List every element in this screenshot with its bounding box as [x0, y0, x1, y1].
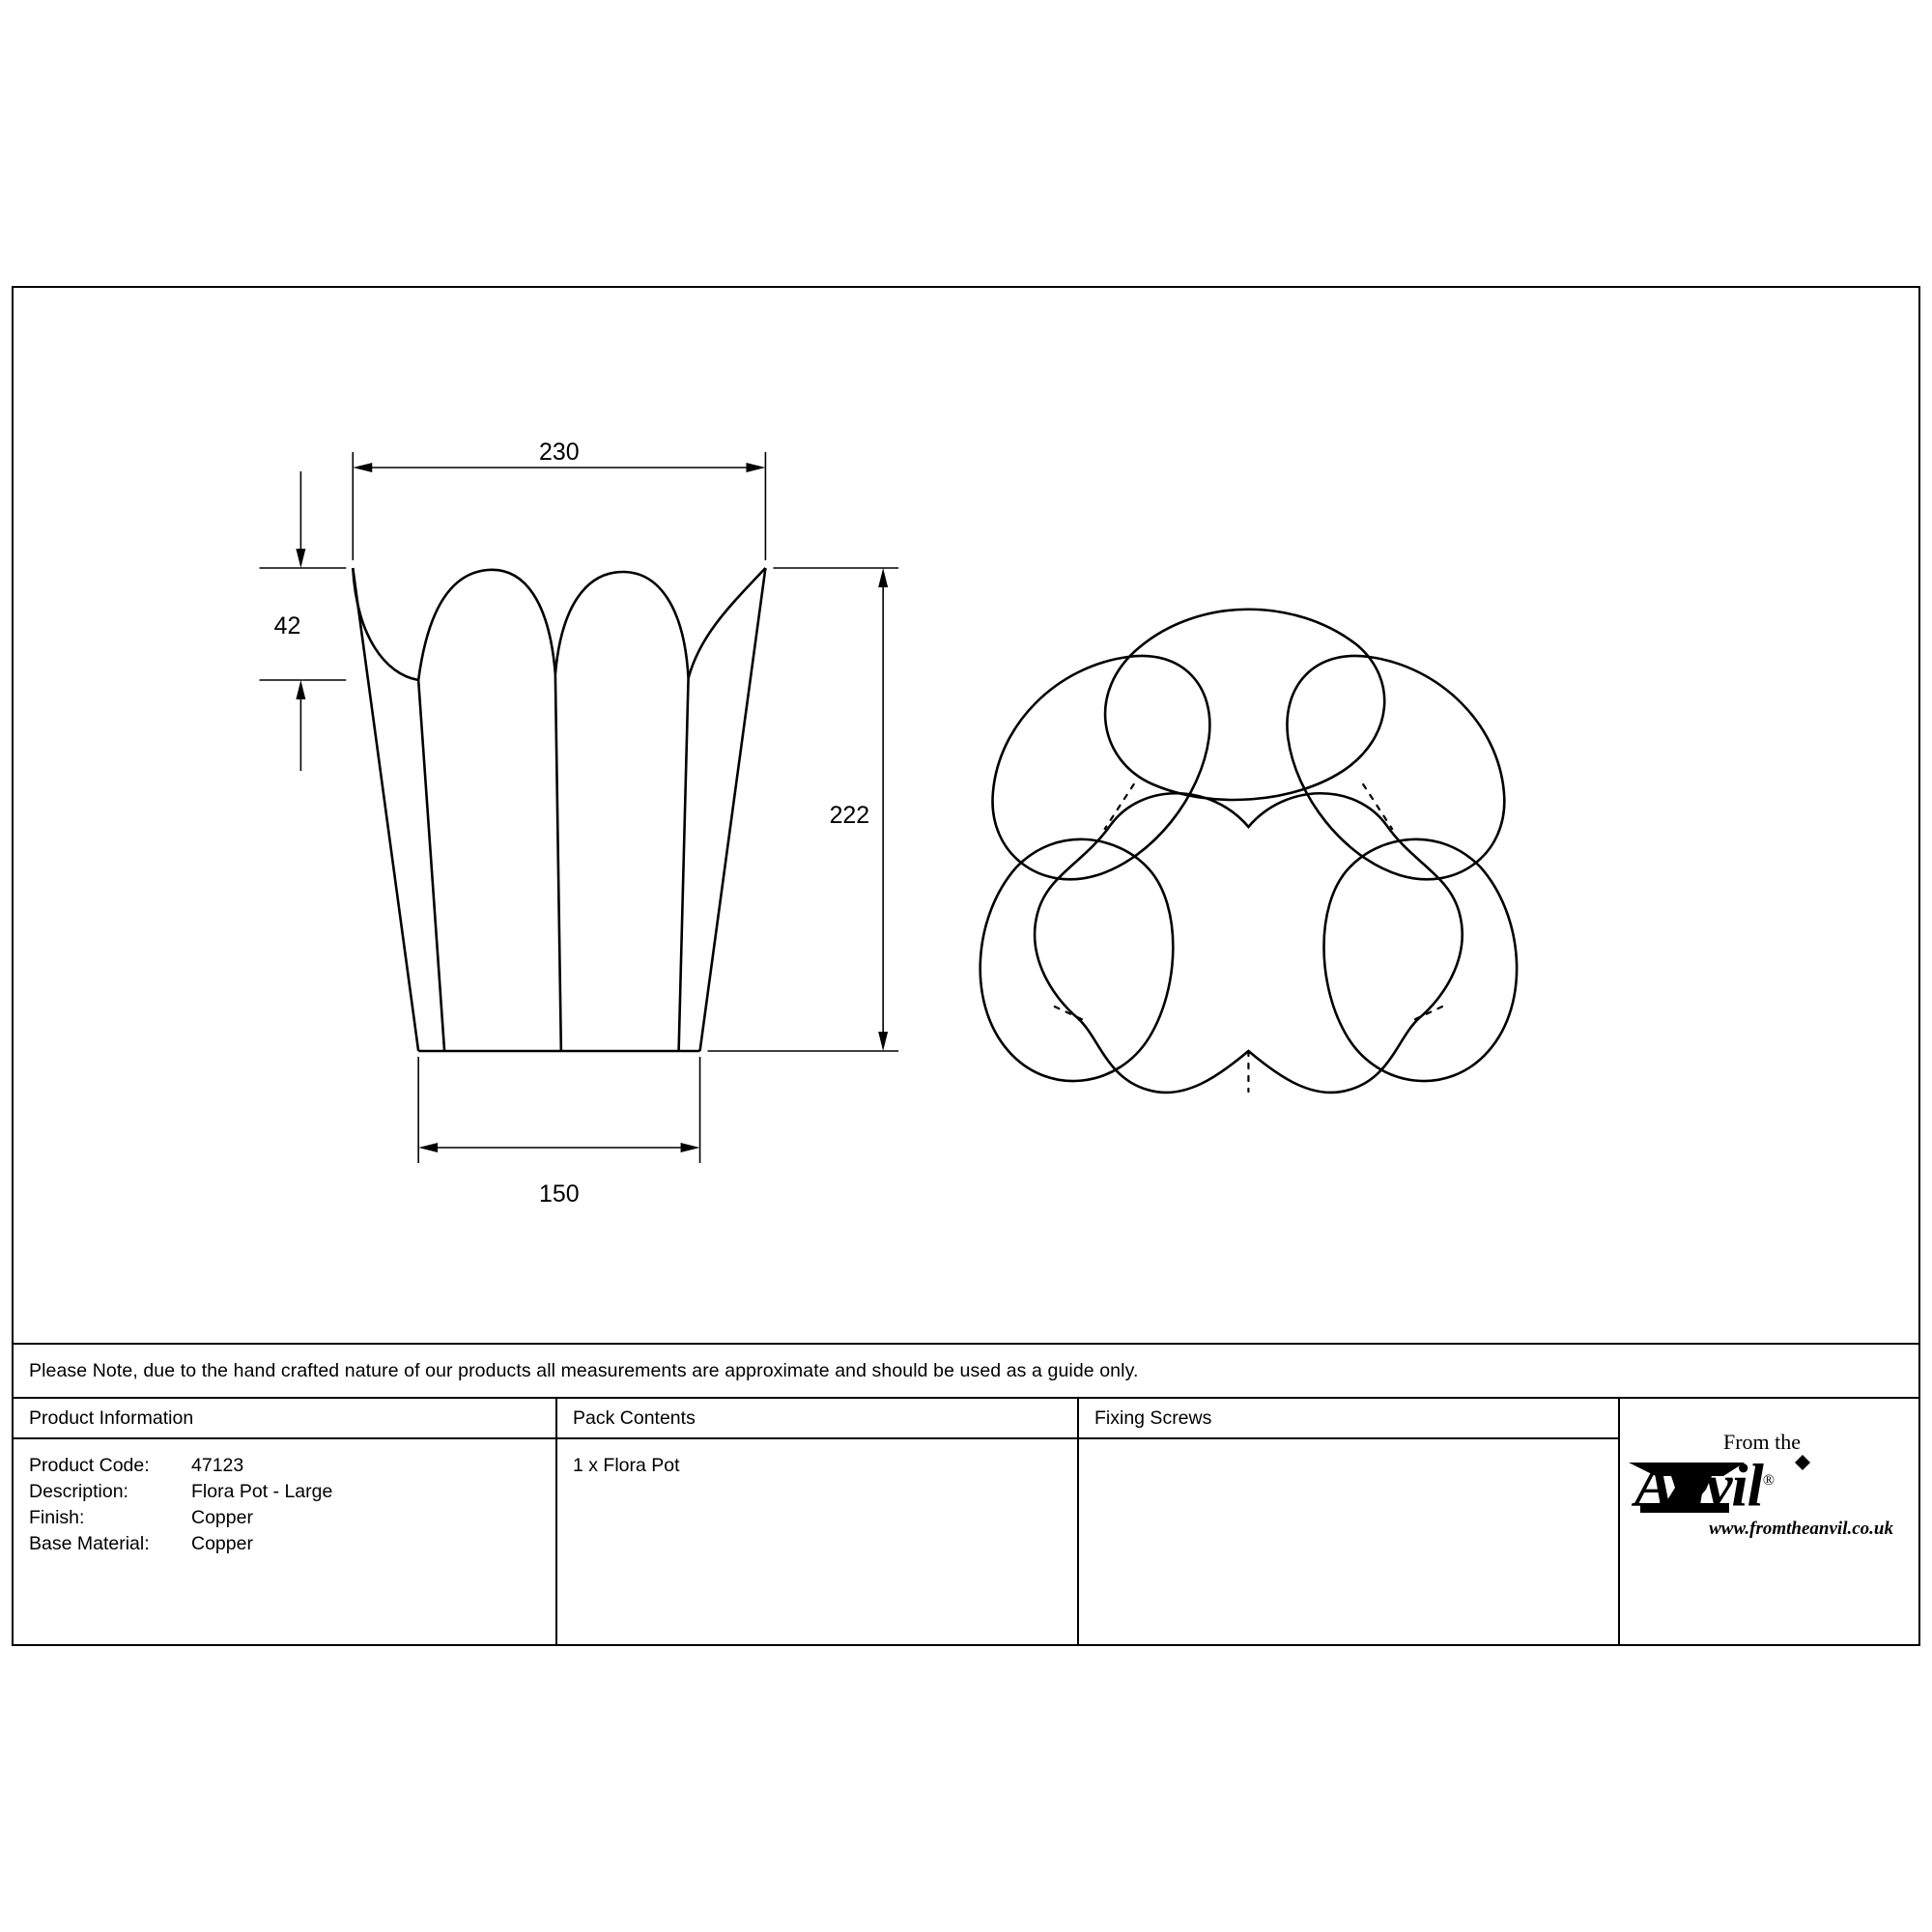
drawing-sheet: [12, 286, 1920, 1646]
finish-row: [29, 1505, 555, 1531]
dimension-222: [708, 568, 899, 1051]
fixing-screws-body: [1079, 1439, 1618, 1453]
dimension-150-label: 150: [539, 1179, 580, 1208]
dimension-230-label: 230: [539, 438, 580, 467]
logo-url-text: www.fromtheanvil.co.uk: [1709, 1518, 1893, 1539]
description-row: [29, 1479, 555, 1505]
front-elevation-view: [353, 568, 765, 1051]
technical-drawing: [14, 288, 1918, 1343]
logo-anvil-text: [1623, 1451, 1893, 1520]
finish-label: Finish:: [29, 1507, 85, 1528]
product-code-label: Product Code:: [29, 1455, 150, 1476]
product-code-value: 47123: [191, 1455, 244, 1476]
note-row: [14, 1343, 1918, 1399]
base-material-label: Base Material:: [29, 1533, 150, 1554]
pack-contents-body: [557, 1439, 1077, 1479]
dimension-230: [353, 452, 765, 560]
dimension-150: [418, 1057, 699, 1163]
plan-view: [980, 610, 1517, 1093]
note-text: Please Note, due to the hand crafted nature of our products all measurements are approximate and should be used as a guide only.: [29, 1359, 1139, 1381]
description-value: Flora Pot - Large: [191, 1481, 333, 1502]
plan-view-hidden-lines: [1055, 784, 1442, 1092]
brand-logo: [1620, 1399, 1918, 1644]
dimension-42-label: 42: [273, 611, 301, 640]
logo-anvil-word: Anvil: [1634, 1453, 1763, 1520]
base-material-value: Copper: [191, 1533, 253, 1554]
pack-contents-header: Pack Contents: [557, 1399, 1077, 1439]
info-table: [14, 1399, 1918, 1644]
description-label: Description:: [29, 1481, 128, 1502]
base-material-row: [29, 1531, 555, 1557]
product-information-column: [14, 1399, 557, 1644]
logo-column: [1620, 1399, 1918, 1644]
product-code-row: [29, 1453, 555, 1479]
pack-contents-column: [557, 1399, 1079, 1644]
logo-from-the-text: From the: [1723, 1430, 1802, 1454]
product-information-body: [14, 1439, 555, 1557]
drawing-area: [14, 288, 1918, 1343]
dimension-42: [259, 471, 346, 771]
product-information-header: Product Information: [14, 1399, 555, 1439]
fixing-screws-column: [1079, 1399, 1620, 1644]
registered-trademark-icon: ®: [1762, 1472, 1774, 1489]
dimension-222-label: 222: [829, 801, 870, 830]
pack-contents-item: 1 x Flora Pot: [573, 1455, 680, 1476]
fixing-screws-header: Fixing Screws: [1079, 1399, 1618, 1439]
finish-value: Copper: [191, 1507, 253, 1528]
